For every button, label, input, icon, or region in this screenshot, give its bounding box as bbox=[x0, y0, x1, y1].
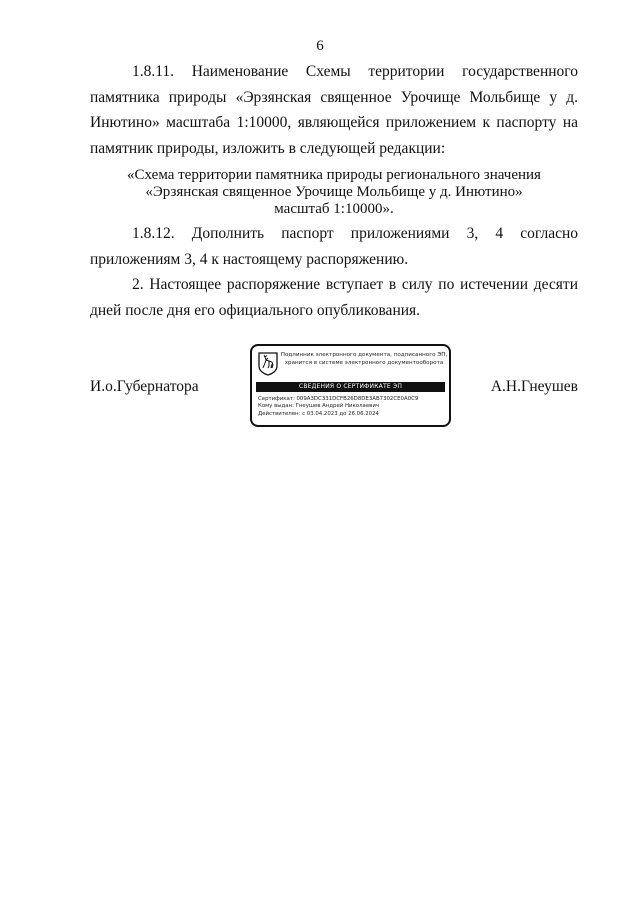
signature-title: И.о.Губернатора bbox=[90, 378, 199, 395]
certificate-validity-value: с 03.04.2023 до 26.06.2024 bbox=[302, 410, 379, 417]
signature-name: А.Н.Гнеушев bbox=[490, 378, 578, 395]
paragraph-1-8-11: 1.8.11. Наименование Схемы территории государственного памятника природы «Эрзянская священное Урочище Мольбище у д. Инютино» масштаба 1:10000, являющейся приложением к паспорту на памятник природы, изложить в следующей редакции: bbox=[90, 63, 578, 157]
quote-line-3: масштаб 1:10000». bbox=[274, 201, 394, 217]
certificate-number-value: 009A3DC331DCFB26D8DE3AB7302CE0A0C9 bbox=[296, 396, 419, 402]
certificate-header-line-2: хранится в системе электронного документооборота bbox=[284, 359, 444, 366]
certificate-number-label: Сертификат: bbox=[258, 396, 295, 402]
certificate-header-line-1: Подлинник электронного документа, подписанного ЭП, bbox=[280, 352, 448, 358]
quote-line-1: «Схема территории памятника природы регионального значения bbox=[127, 167, 541, 183]
certificate-details bbox=[258, 396, 418, 418]
certificate-validity-row bbox=[258, 411, 418, 418]
quote-block bbox=[90, 167, 578, 218]
page-number: 6 bbox=[316, 38, 324, 54]
certificate-validity-label: Действителен: bbox=[258, 410, 301, 417]
digital-signature-stamp bbox=[250, 344, 451, 427]
certificate-owner-value: Гнеушев Андрей Николаевич bbox=[295, 403, 380, 410]
certificate-title-bar: СВЕДЕНИЯ О СЕРТИФИКАТЕ ЭП bbox=[256, 382, 445, 392]
deer-coat-of-arms-icon bbox=[258, 352, 278, 376]
certificate-owner-label: Кому выдан: bbox=[258, 403, 294, 410]
certificate-owner-row bbox=[258, 403, 418, 410]
paragraph-1-8-12: 1.8.12. Дополнить паспорт приложениями 3, 4 согласно приложениям 3, 4 к настоящему распоряжению. bbox=[90, 225, 578, 268]
paragraph-2: 2. Настоящее распоряжение вступает в силу по истечении десяти дней после дня его официального опубликования. bbox=[90, 276, 578, 319]
certificate-header bbox=[280, 352, 448, 367]
quote-line-2: «Эрзянская священное Урочище Мольбище у д. Инютино» bbox=[145, 184, 523, 200]
